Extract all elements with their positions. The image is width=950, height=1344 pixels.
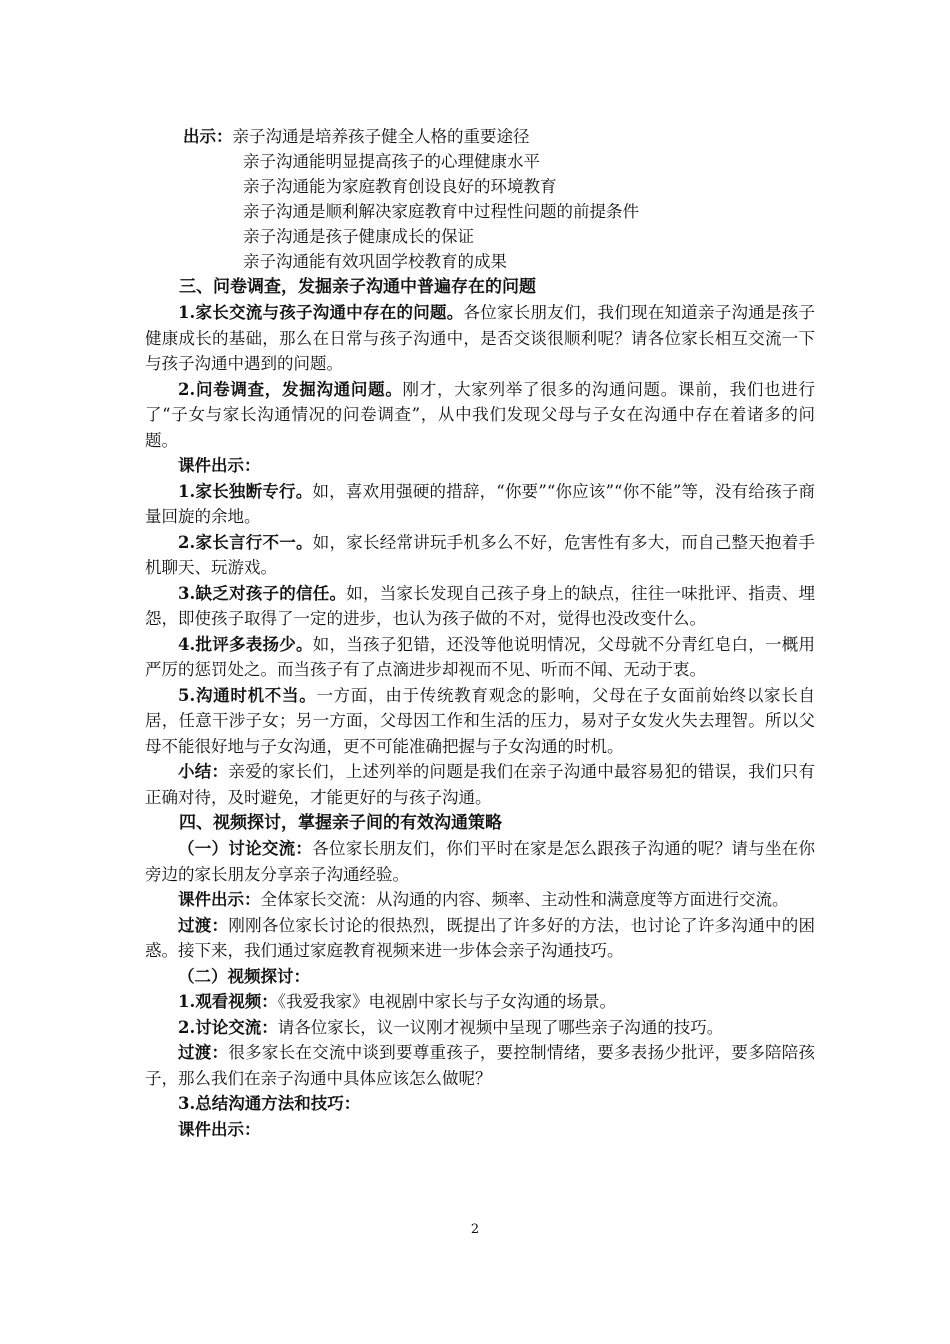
- show-list-item: 亲子沟通是孩子健康成长的保证: [243, 227, 474, 246]
- section-4-heading: 四、视频探讨，掌握亲子间的有效沟通策略: [179, 813, 502, 833]
- courseware-label: 课件出示：: [178, 1119, 261, 1139]
- paragraph: 1.观看视频：《我爱我家》电视剧中家长与子女沟通的场景。: [178, 992, 616, 1011]
- paragraph: 2.讨论交流：请各位家长，议一议刚才视频中呈现了哪些亲子沟通的技巧。: [178, 1017, 724, 1037]
- section-3-heading: 三、问卷调查，发掘亲子沟通中普遍存在的问题: [179, 277, 536, 297]
- subheading: （二）视频探讨：: [178, 966, 310, 986]
- problem-item: 1.家长独断专行。如，喜欢用强硬的措辞，“你要”“你应该”“你不能”等，没有给孩子商量回旋的余地。: [145, 481, 815, 526]
- paragraph: 2.问卷调查，发掘沟通问题。刚才，大家列举了很多的沟通问题。课前，我们也进行了“子女与家长沟通情况的问卷调查”，从中我们发现父母与子女在沟通中存在着诸多的问题。: [145, 379, 815, 450]
- page-number: 2: [470, 1222, 480, 1237]
- paragraph: （一）讨论交流：各位家长朋友们，你们平时在家是怎么跟孩子沟通的呢？请与坐在你旁边的家长朋友分享亲子沟通经验。: [145, 839, 816, 884]
- problem-item: 2.家长言行不一。如，家长经常讲玩手机多么不好，危害性有多大，而自己整天抱着手机聊天、玩游戏。: [145, 532, 815, 577]
- problem-item: 5.沟通时机不当。一方面，由于传统教育观念的影响，父母在子女面前始终以家长自居，任意干涉子女；另一方面，父母因工作和生活的压力，易对子女发火失去理智。所以父母不能很好地与子女沟通，更不可能准确把握与子女沟通的时机。: [145, 685, 815, 756]
- paragraph: 过渡：很多家长在交流中谈到要尊重孩子，要控制情绪，要多表扬少批评，要多陪陪孩子，那么我们在亲子沟通中具体应该怎么做呢？: [145, 1043, 816, 1088]
- paragraph: 过渡：刚刚各位家长讨论的很热烈，既提出了许多好的方法，也讨论了许多沟通中的困惑。接下来，我们通过家庭教育视频来进一步体会亲子沟通技巧。: [145, 915, 816, 960]
- show-label: 出示：: [183, 127, 233, 146]
- show-list-item: 出示：亲子沟通是培养孩子健全人格的重要途径: [183, 127, 530, 146]
- problem-item: 3.缺乏对孩子的信任。如，当家长发现自己孩子身上的缺点，往往一味批评、指责、埋怨，即使孩子取得了一定的进步，也认为孩子做的不对，觉得也没改变什么。: [145, 583, 815, 628]
- show-list-item: 亲子沟通能有效巩固学校教育的成果: [243, 252, 507, 271]
- subheading: 3.总结沟通方法和技巧：: [178, 1094, 361, 1113]
- problem-item: 4.批评多表扬少。如，当孩子犯错，还没等他说明情况，父母就不分青红皂白，一概用严厉的惩罚处之。而当孩子有了点滴进步却视而不见、听而不闻、无动于衷。: [145, 634, 815, 679]
- show-list-item: 亲子沟通能明显提高孩子的心理健康水平: [243, 152, 540, 171]
- summary-paragraph: 小结：亲爱的家长们，上述列举的问题是我们在亲子沟通中最容易犯的错误，我们只有正确对待，及时避免，才能更好的与孩子沟通。: [145, 762, 816, 807]
- show-list-item: 亲子沟通是顺利解决家庭教育中过程性问题的前提条件: [243, 202, 639, 221]
- document-page: [145, 124, 815, 1142]
- show-list: [145, 124, 815, 274]
- paragraph: 课件出示：全体家长交流：从沟通的内容、频率、主动性和满意度等方面进行交流。: [178, 890, 789, 909]
- paragraph: 1.家长交流与孩子沟通中存在的问题。各位家长朋友们，我们现在知道亲子沟通是孩子健康成长的基础，那么在日常与孩子沟通中，是否交谈很顺利呢？请各位家长相互交流一下与孩子沟通中遇到的问题。: [145, 303, 815, 373]
- show-list-item: 亲子沟通能为家庭教育创设良好的环境教育: [243, 177, 557, 196]
- courseware-label: 课件出示：: [178, 456, 261, 475]
